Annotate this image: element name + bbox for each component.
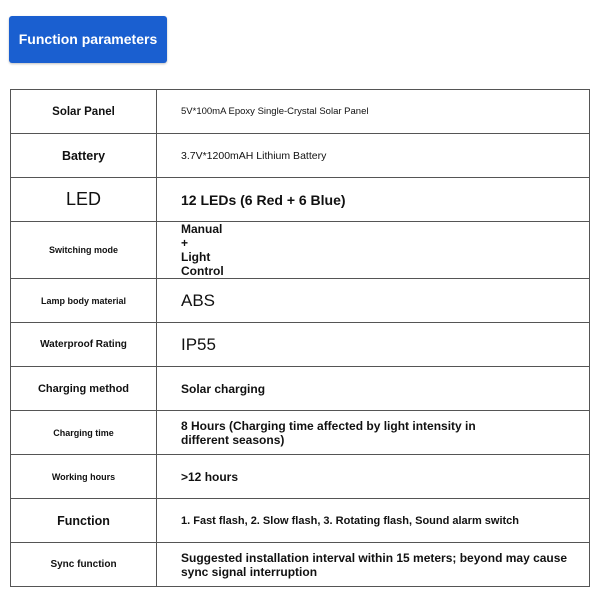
table-row — [11, 367, 590, 411]
table-row — [11, 411, 590, 455]
section-title-badge — [9, 16, 167, 63]
row-value: 5V*100mA Epoxy Single-Crystal Solar Panel — [157, 90, 590, 134]
row-label: Charging method — [11, 367, 157, 411]
row-label: Function — [11, 499, 157, 543]
table-row — [11, 178, 590, 222]
row-label: Charging time — [11, 411, 157, 455]
row-value: >12 hours — [157, 455, 590, 499]
parameters-table — [10, 89, 590, 587]
row-value: ABS — [157, 279, 590, 323]
table-row — [11, 222, 590, 279]
row-label: Sync function — [11, 543, 157, 587]
row-value: 3.7V*1200mAH Lithium Battery — [157, 134, 590, 178]
row-label: LED — [11, 178, 157, 222]
row-value: Manual + Light Control — [157, 222, 590, 279]
row-label: Switching mode — [11, 222, 157, 279]
table-row — [11, 134, 590, 178]
table-row — [11, 543, 590, 587]
row-value: Suggested installation interval within 15 meters; beyond may cause sync signal interruption — [157, 543, 590, 587]
row-label: Working hours — [11, 455, 157, 499]
row-value: 1. Fast flash, 2. Slow flash, 3. Rotating flash, Sound alarm switch — [157, 499, 590, 543]
row-label: Solar Panel — [11, 90, 157, 134]
row-value: 8 Hours (Charging time affected by light intensity in different seasons) — [157, 411, 590, 455]
row-label: Lamp body material — [11, 279, 157, 323]
row-value: Solar charging — [157, 367, 590, 411]
row-value: 12 LEDs (6 Red + 6 Blue) — [157, 178, 590, 222]
table-row — [11, 323, 590, 367]
table-row — [11, 499, 590, 543]
row-value: IP55 — [157, 323, 590, 367]
table-row — [11, 455, 590, 499]
section-title: Function parameters — [18, 31, 158, 47]
row-label: Battery — [11, 134, 157, 178]
table-row — [11, 90, 590, 134]
row-label: Waterproof Rating — [11, 323, 157, 367]
table-row — [11, 279, 590, 323]
